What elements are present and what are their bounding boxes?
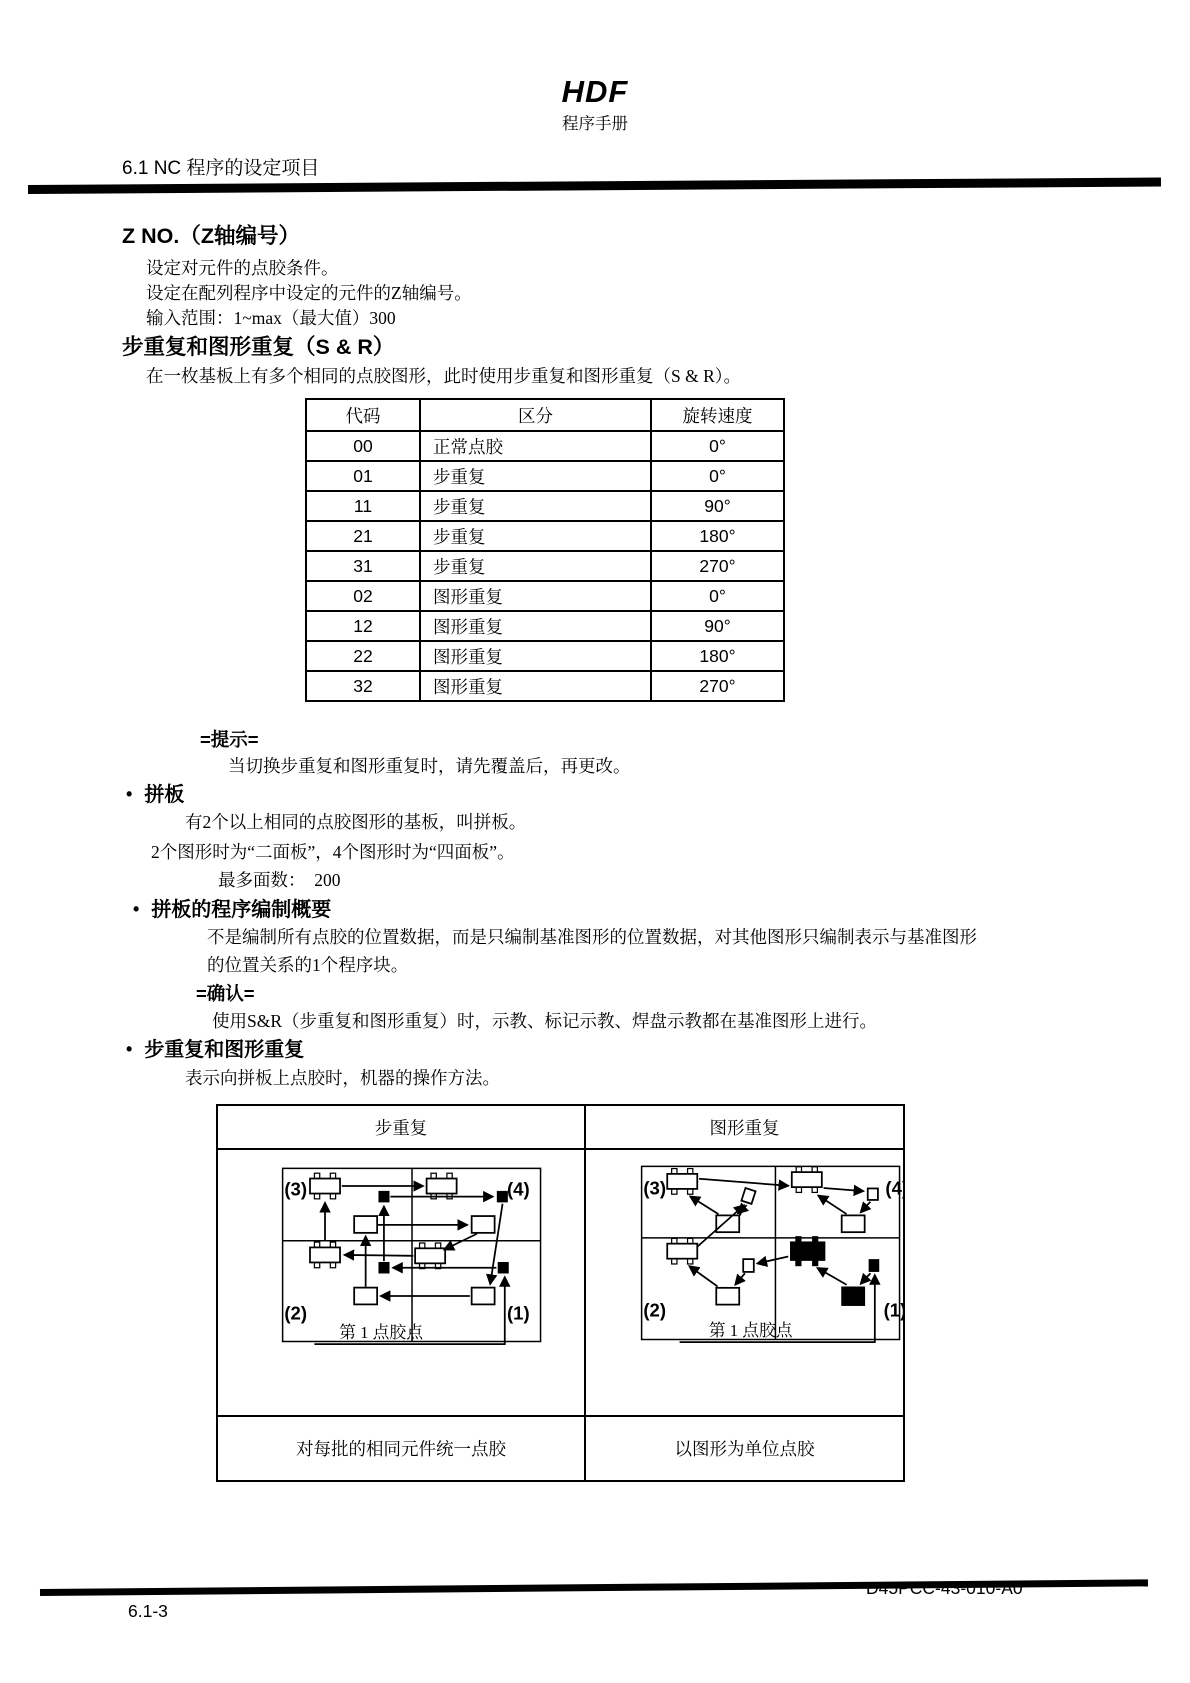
table-cell: 正常点胶 — [420, 431, 651, 461]
first-point-label: 第 1 点胶点 — [339, 1322, 423, 1342]
panel-line-2: 2个图形时为“二面板”，4个图形时为“四面板”。 — [151, 842, 515, 862]
chip-white — [842, 1215, 865, 1232]
pattern-repeat-cell — [586, 1150, 909, 1415]
corner-label: (4) — [885, 1177, 909, 1199]
code-table — [305, 398, 785, 702]
manual-subtitle: 程序手册 — [562, 114, 628, 133]
figure-table — [216, 1104, 909, 1482]
tip-label: =提示= — [200, 729, 259, 750]
table-cell: 11 — [306, 491, 420, 521]
outline-line-2: 的位置关系的1个程序块。 — [207, 955, 409, 975]
caption-left: 对每批的相同元件统一点胶 — [218, 1417, 586, 1480]
outline-line-1: 不是编制所有点胶的位置数据，而是只编制基准图形的位置数据，对其他图形只编制表示与基准图形 — [207, 927, 977, 947]
table-header-cell: 代码 — [306, 399, 420, 431]
table-row — [306, 671, 784, 701]
chip-small — [868, 1188, 878, 1199]
chip-black — [498, 1262, 509, 1273]
panel-line-3: 最多面数： 200 — [218, 870, 341, 890]
table-cell: 02 — [306, 581, 420, 611]
table-cell: 步重复 — [420, 521, 651, 551]
corner-label: (4) — [506, 1178, 530, 1200]
corner-label: (2) — [643, 1299, 667, 1321]
ic-component — [415, 1243, 445, 1269]
zno-line-2: 设定在配列程序中设定的元件的Z轴编号。 — [146, 283, 472, 303]
caption-right: 以图形为单位点胶 — [674, 1439, 815, 1459]
figure-header-left: 步重复 — [218, 1106, 586, 1148]
ic-component — [792, 1167, 822, 1193]
confirm-label: =确认= — [196, 983, 255, 1004]
table-header-row — [306, 399, 784, 431]
table-cell: 21 — [306, 521, 420, 551]
table-cell: 22 — [306, 641, 420, 671]
chip-white — [354, 1288, 377, 1305]
table-row — [306, 461, 784, 491]
bullet-icon: • — [126, 784, 133, 804]
corner-label: (2) — [284, 1302, 308, 1324]
chip-small-black — [869, 1259, 880, 1272]
table-cell: 180° — [651, 641, 784, 671]
table-row — [306, 581, 784, 611]
operation-intro: 表示向拼板上点胶时，机器的操作方法。 — [185, 1068, 500, 1088]
chip-white — [716, 1215, 739, 1232]
zno-line-1: 设定对元件的点胶条件。 — [146, 258, 339, 278]
table-cell: 图形重复 — [420, 611, 651, 641]
corner-label: (3) — [643, 1177, 667, 1199]
page-number: 6.1-3 — [128, 1601, 168, 1621]
path-arrows — [680, 1179, 875, 1342]
pattern-repeat-diagram — [629, 1154, 909, 1415]
panel-heading-label: 拼板 — [144, 784, 185, 806]
figure-header-right: 图形重复 — [709, 1117, 780, 1138]
table-cell: 0° — [651, 461, 784, 491]
corner-label: (3) — [284, 1178, 308, 1200]
step-repeat-diagram — [270, 1156, 562, 1415]
table-cell: 图形重复 — [420, 581, 651, 611]
confirm-text: 使用S&R（步重复和图形重复）时，示教、标记示教、焊盘示教都在基准图形上进行。 — [212, 1011, 878, 1031]
table-row — [306, 611, 784, 641]
table-cell: 270° — [651, 551, 784, 581]
panel-line-1: 有2个以上相同的点胶图形的基板，叫拼板。 — [185, 812, 527, 832]
table-cell: 31 — [306, 551, 420, 581]
components — [667, 1167, 879, 1306]
tip-text: 当切换步重复和图形重复时，请先覆盖后，再更改。 — [228, 756, 631, 776]
ic-component — [427, 1173, 457, 1199]
table-cell: 01 — [306, 461, 420, 491]
first-point-label: 第 1 点胶点 — [708, 1320, 793, 1340]
chip-small — [741, 1188, 755, 1204]
table-cell: 32 — [306, 671, 420, 701]
outline-heading-label: 拼板的程序编制概要 — [151, 899, 332, 921]
ic-component — [667, 1238, 697, 1264]
chip-white — [716, 1288, 739, 1305]
chip-black — [378, 1262, 389, 1273]
table-cell: 270° — [651, 671, 784, 701]
table-cell: 图形重复 — [420, 641, 651, 671]
table-cell: 0° — [651, 581, 784, 611]
figure-header-row — [218, 1106, 903, 1150]
table-cell: 90° — [651, 491, 784, 521]
ic-component-black — [790, 1236, 825, 1266]
table-row — [306, 551, 784, 581]
figure-caption-row — [218, 1417, 903, 1480]
path-arrows — [314, 1186, 504, 1344]
ic-component — [667, 1169, 697, 1195]
zno-line-3: 输入范围：1~max（最大值）300 — [146, 308, 396, 328]
table-cell: 90° — [651, 611, 784, 641]
chip-white — [472, 1288, 495, 1305]
doc-code: D45PCC-43-010-A0 — [866, 1578, 1023, 1598]
figure-body-row — [218, 1150, 909, 1417]
corner-label: (1) — [883, 1299, 907, 1321]
table-cell: 图形重复 — [420, 671, 651, 701]
outline-heading — [133, 893, 331, 922]
operation-heading-label: 步重复和图形重复 — [144, 1039, 305, 1061]
table-row — [306, 431, 784, 461]
section-heading: 6.1 NC 程序的设定项目 — [122, 158, 320, 179]
table-cell: 步重复 — [420, 461, 651, 491]
chip-white-black — [841, 1287, 865, 1306]
chip-black — [378, 1191, 389, 1202]
table-row — [306, 491, 784, 521]
ic-component — [310, 1173, 340, 1199]
panel-heading — [126, 778, 184, 807]
table-cell: 180° — [651, 521, 784, 551]
ic-component — [310, 1242, 340, 1268]
chip-white — [472, 1216, 495, 1233]
table-header-cell: 旋转速度 — [651, 399, 784, 431]
table-cell: 00 — [306, 431, 420, 461]
table-cell: 0° — [651, 431, 784, 461]
operation-heading — [126, 1033, 304, 1062]
table-cell: 步重复 — [420, 551, 651, 581]
components — [310, 1173, 509, 1304]
table-header-cell: 区分 — [420, 399, 651, 431]
corner-label: (1) — [506, 1302, 530, 1324]
sr-intro: 在一枚基板上有多个相同的点胶图形，此时使用步重复和图形重复（S & R）。 — [146, 366, 742, 386]
chip-small — [743, 1259, 754, 1272]
sr-heading: 步重复和图形重复（S & R） — [122, 335, 395, 359]
chip-white — [354, 1216, 377, 1233]
brand-title: HDF — [561, 74, 629, 109]
table-cell: 步重复 — [420, 491, 651, 521]
bullet-icon: • — [133, 899, 140, 919]
table-row — [306, 641, 784, 671]
zno-heading: Z NO.（Z轴编号） — [122, 224, 300, 248]
table-row — [306, 521, 784, 551]
step-repeat-cell — [218, 1150, 586, 1415]
bullet-icon: • — [126, 1039, 133, 1059]
table-cell: 12 — [306, 611, 420, 641]
